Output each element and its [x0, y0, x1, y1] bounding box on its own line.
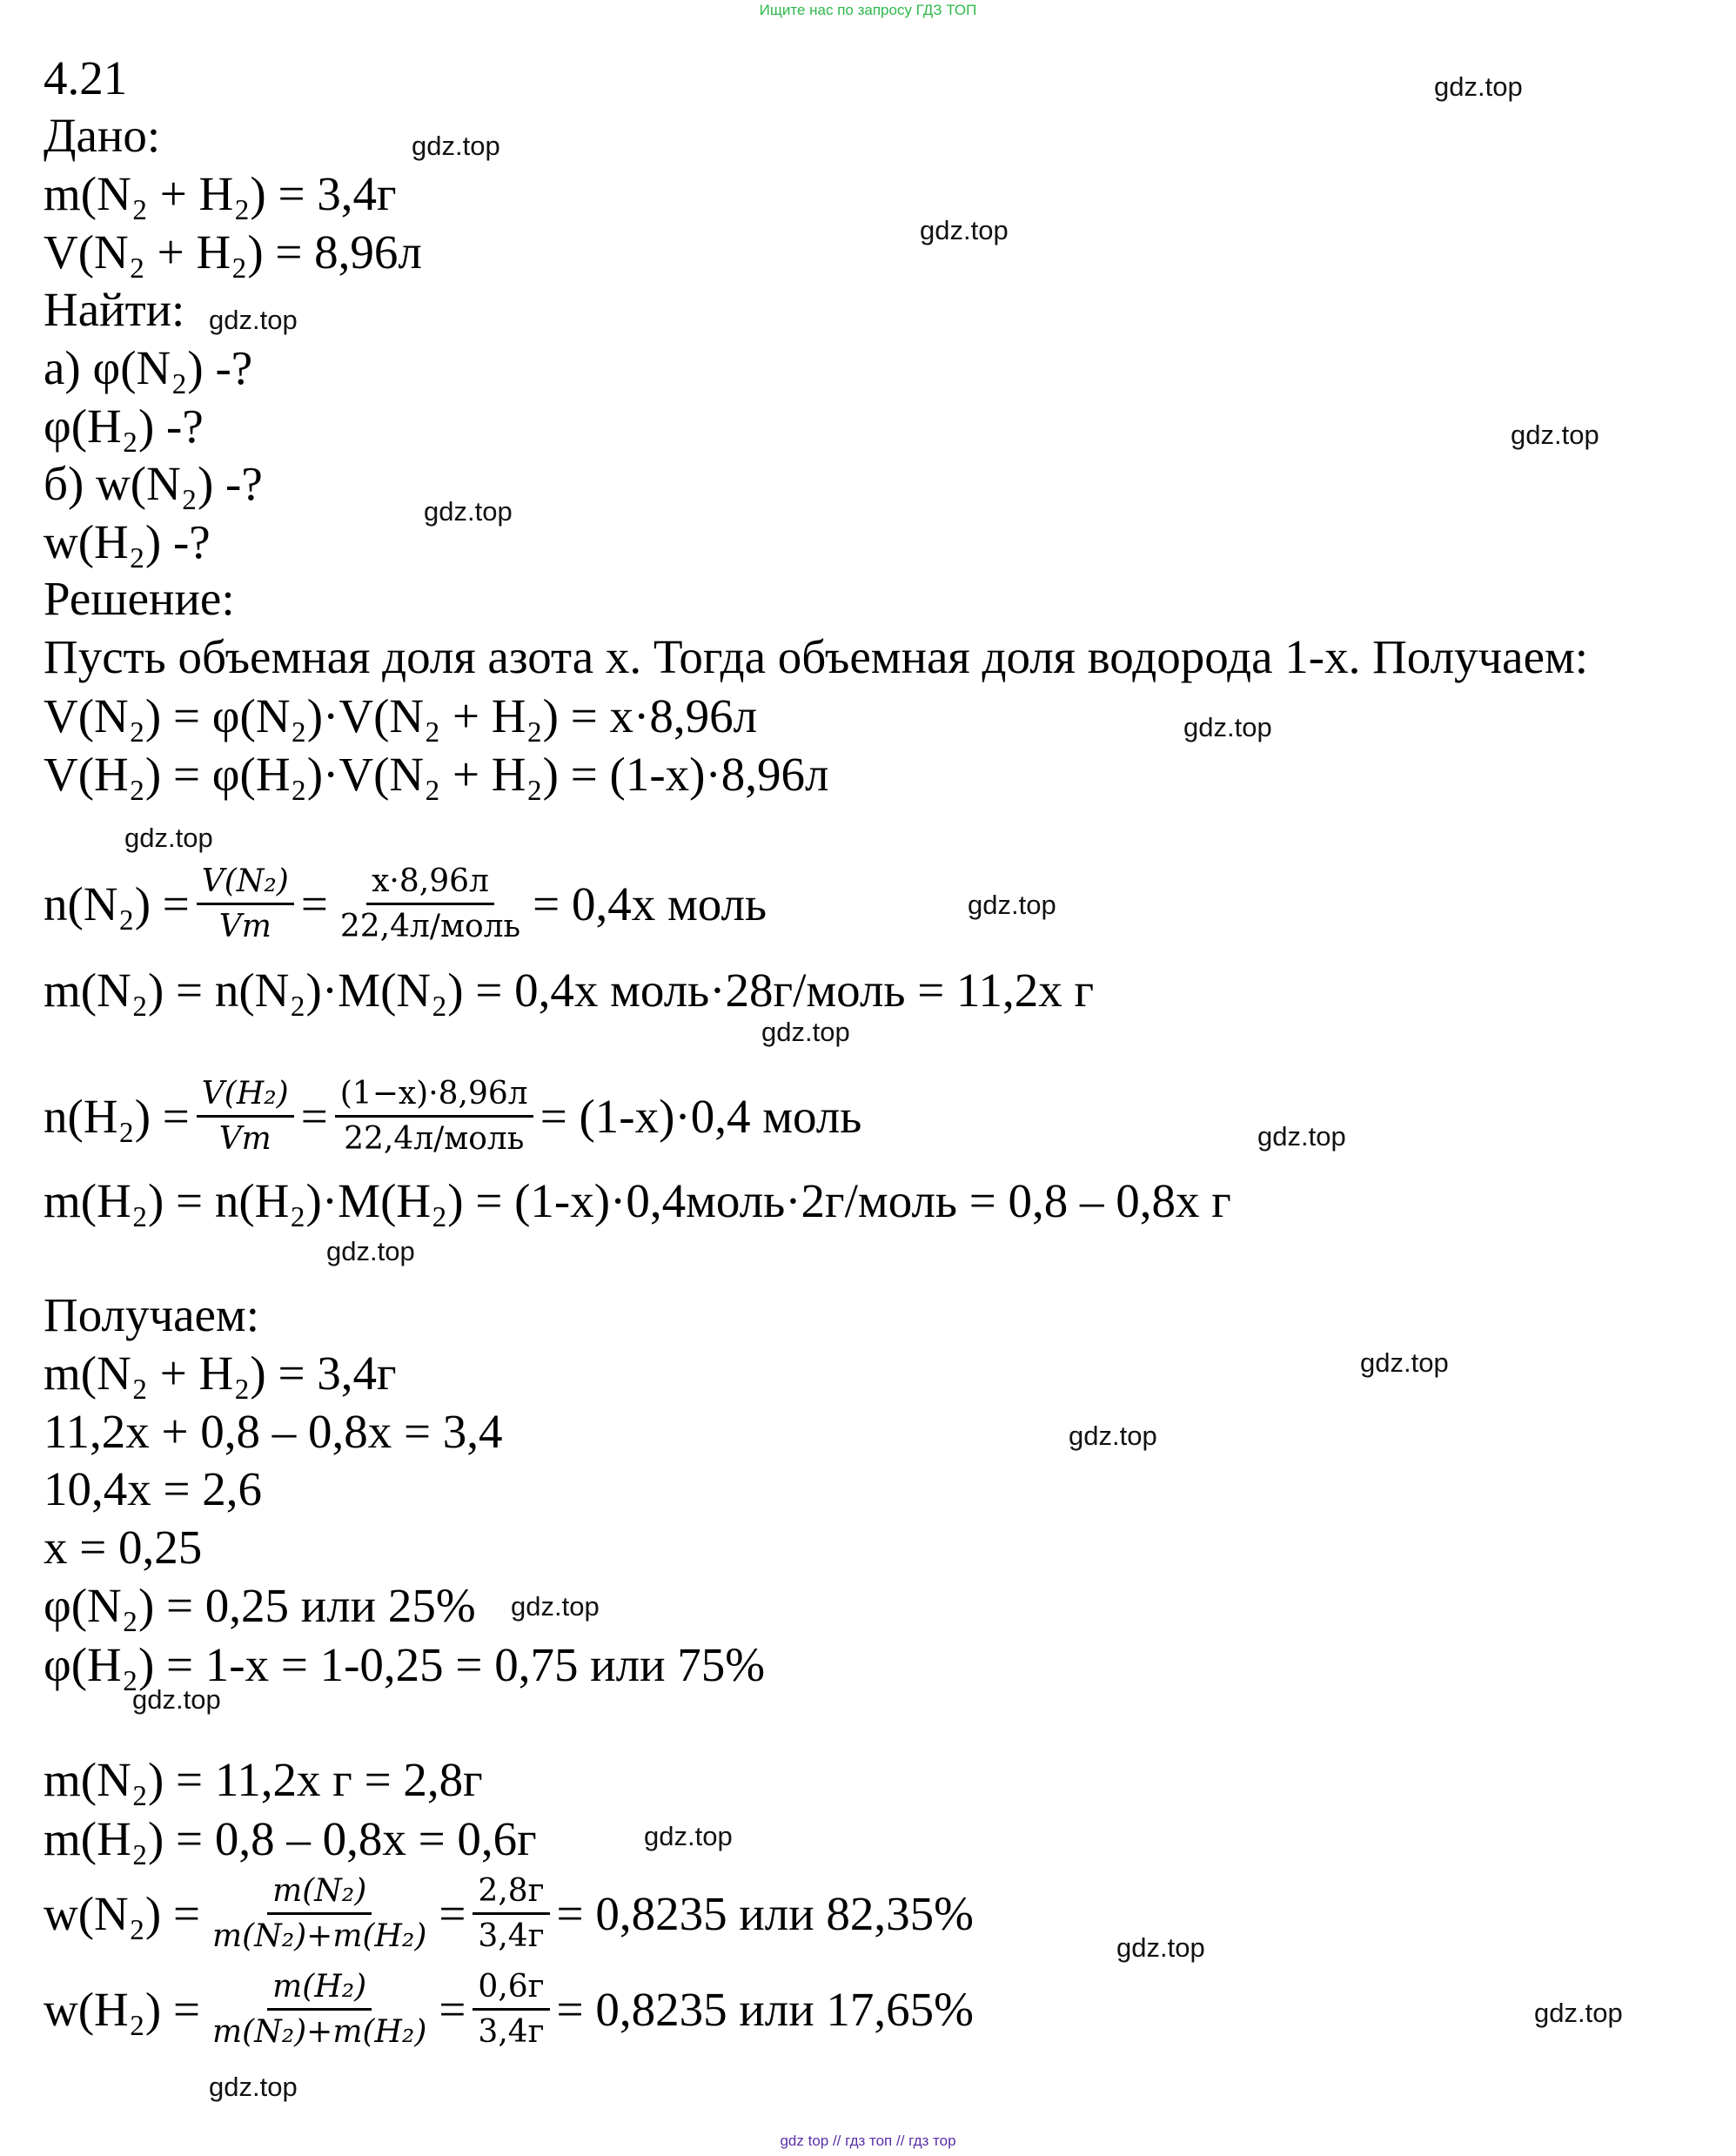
watermark: gdz.top	[920, 215, 1009, 245]
watermark: gdz.top	[1069, 1421, 1157, 1451]
find-phi-n2: а) φ(N₂) -?	[44, 341, 253, 394]
fraction-denominator: Vm	[218, 909, 271, 945]
fraction-denominator: m(N₂)+m(H₂)	[212, 2014, 427, 2051]
watermark: gdz.top	[1534, 1998, 1623, 2028]
volume-h2-line: V(H₂) = φ(H₂)·V(N₂ + H₂) = (1-х)·8,96л	[44, 748, 829, 801]
watermark: gdz.top	[1360, 1347, 1449, 1378]
fraction-numerator: m(N₂)	[267, 1873, 372, 1915]
fraction-value	[473, 1969, 549, 2051]
moles-n2-row	[44, 863, 767, 945]
fraction-numerator: V(N₂)	[197, 863, 294, 905]
fraction-mass-ratio	[207, 1969, 432, 2051]
watermark: gdz.top	[1183, 712, 1272, 742]
fraction-numerator: 2,8г	[473, 1873, 549, 1915]
equation-2: 11,2х + 0,8 – 0,8х = 3,4	[44, 1405, 503, 1458]
watermark: gdz.top	[968, 890, 1056, 920]
moles-n2-lhs: n(N₂) =	[44, 877, 190, 931]
find-w-n2: б) w(N₂) -?	[44, 457, 263, 510]
find-w-h2: w(H₂) -?	[44, 515, 211, 568]
fraction-numerator: 0,6г	[473, 1969, 549, 2011]
equals-sign: =	[439, 1983, 466, 2037]
fraction-numerator: (1−х)·8,96л	[335, 1076, 533, 1118]
watermark: gdz.top	[124, 823, 213, 853]
problem-number: 4.21	[44, 51, 128, 104]
w-h2-lhs: w(H₂) =	[44, 1983, 201, 2037]
fraction-volume-over-vm	[197, 863, 294, 945]
watermark: gdz.top	[424, 496, 513, 527]
fraction-volume-over-vm	[197, 1076, 294, 1158]
watermark: gdz.top	[761, 1017, 850, 1047]
phi-h2-result: φ(H₂) = 1-х = 1-0,25 = 0,75 или 75%	[44, 1638, 766, 1691]
w-n2-result: = 0,8235 или 82,35%	[556, 1887, 974, 1941]
fraction-numerator: V(H₂)	[197, 1076, 294, 1118]
find-heading: Найти:	[44, 283, 185, 336]
watermark: gdz.top	[209, 305, 298, 335]
mass-h2-line: m(H₂) = n(H₂)·M(H₂) = (1-х)·0,4моль·2г/моль = 0,8 – 0,8х г	[44, 1174, 1231, 1227]
get-heading: Получаем:	[44, 1288, 260, 1341]
equals-sign: =	[300, 1090, 328, 1144]
moles-h2-result: = (1-х)·0,4 моль	[540, 1090, 862, 1144]
given-volume: V(N₂ + H₂) = 8,96л	[44, 225, 422, 279]
watermark: gdz.top	[1511, 420, 1599, 450]
fraction-numerator: х·8,96л	[366, 863, 494, 905]
fraction-mass-ratio	[207, 1873, 432, 1955]
given-heading: Дано:	[44, 109, 161, 162]
fraction-denominator: 22,4л/моль	[344, 1121, 525, 1158]
fraction-denominator: 22,4л/моль	[339, 909, 521, 945]
watermark: gdz.top	[132, 1684, 221, 1715]
fraction-numerator: m(H₂)	[267, 1969, 372, 2011]
fraction-value	[473, 1873, 549, 1955]
watermark: gdz.top	[326, 1236, 415, 1266]
equals-sign: =	[300, 877, 328, 931]
watermark: gdz.top	[1116, 1932, 1205, 1963]
fraction-denominator: Vm	[218, 1121, 271, 1158]
given-mass: m(N₂ + H₂) = 3,4г	[44, 167, 397, 220]
fraction-value	[335, 863, 526, 945]
mass-n2-result: m(N₂) = 11,2х г = 2,8г	[44, 1753, 483, 1806]
equation-3: 10,4х = 2,6	[44, 1462, 263, 1515]
watermark: gdz.top	[1257, 1121, 1346, 1152]
solution-intro: Пусть объемная доля азота х. Тогда объемная доля водорода 1-х. Получаем:	[44, 630, 1589, 683]
fraction-value	[335, 1076, 533, 1158]
footer-links: gdz top // гдз топ // гдз тор	[780, 2132, 956, 2149]
watermark: gdz.top	[1434, 71, 1523, 102]
watermark: gdz.top	[412, 131, 500, 161]
moles-h2-lhs: n(H₂) =	[44, 1090, 190, 1144]
watermark: gdz.top	[209, 2072, 298, 2102]
fraction-denominator: m(N₂)+m(H₂)	[212, 1918, 427, 1955]
mass-h2-result: m(H₂) = 0,8 – 0,8х = 0,6г	[44, 1812, 537, 1865]
top-banner: Ищите нас по запросу ГДЗ ТОП	[759, 2, 977, 18]
watermark: gdz.top	[644, 1821, 733, 1851]
equation-4: х = 0,25	[44, 1521, 203, 1574]
equals-sign: =	[439, 1887, 466, 1941]
mass-fraction-h2-row	[44, 1969, 974, 2051]
equation-1: m(N₂ + H₂) = 3,4г	[44, 1347, 397, 1400]
moles-n2-result: = 0,4х моль	[533, 877, 767, 931]
fraction-denominator: 3,4г	[478, 2014, 545, 2051]
moles-h2-row	[44, 1076, 861, 1158]
phi-n2-result: φ(N₂) = 0,25 или 25%	[44, 1579, 476, 1632]
fraction-denominator: 3,4г	[478, 1918, 545, 1955]
watermark: gdz.top	[511, 1591, 600, 1622]
mass-n2-line: m(N₂) = n(N₂)·M(N₂) = 0,4х моль·28г/моль = 11,2х г	[44, 964, 1095, 1017]
w-h2-result: = 0,8235 или 17,65%	[556, 1983, 974, 2037]
w-n2-lhs: w(N₂) =	[44, 1887, 201, 1941]
mass-fraction-n2-row	[44, 1873, 974, 1955]
solution-heading: Решение:	[44, 572, 235, 625]
find-phi-h2: φ(H₂) -?	[44, 400, 204, 453]
volume-n2-line: V(N₂) = φ(N₂)·V(N₂ + H₂) = х·8,96л	[44, 689, 758, 742]
